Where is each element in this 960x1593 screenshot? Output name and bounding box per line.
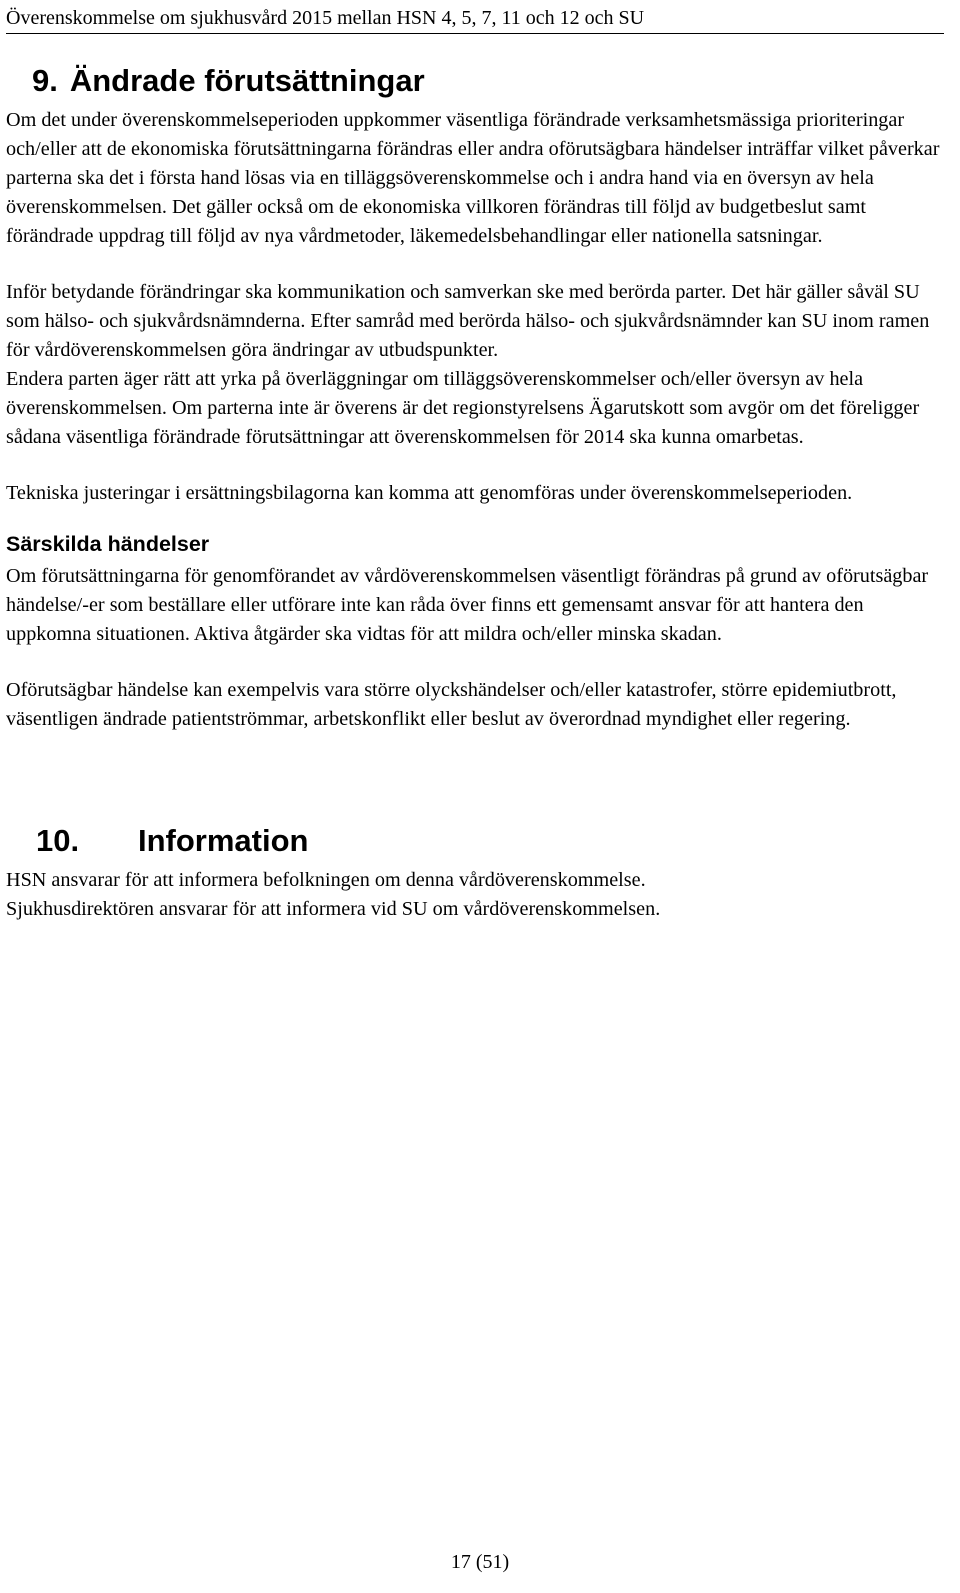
- section-9-paragraph-3: Endera parten äger rätt att yrka på överläggningar om tilläggsöverenskommelser och/eller översyn av hela överenskommelsen. Om parterna inte är överens är det regionstyrelsens Ägarutskott som avgör om det föreligger sådana väsentliga förändrade förutsättningar att överenskommelsen för 2014 ska kunna omarbetas.: [6, 368, 920, 448]
- section-10-heading: [36, 822, 952, 860]
- section-9-title: Ändrade förutsättningar: [69, 63, 425, 98]
- section-10-title: Information: [138, 823, 309, 858]
- special-events-paragraph-1: Om förutsättningarna för genomförandet av vårdöverenskommelsen väsentligt förändras på grund av oförutsägbar händelse/-er som beställare eller utförare inte kan råda över finns ett gemensamt ansvar för att hantera den uppkomna situationen. Aktiva åtgärder ska vidtas för att mildra och/eller minska skadan.: [6, 565, 929, 645]
- section-9-heading: [32, 62, 952, 100]
- section-9-paragraph-4: Tekniska justeringar i ersättningsbilagorna kan komma att genomföras under överenskommelseperioden.: [6, 482, 853, 504]
- special-events-paragraph-2: Oförutsägbar händelse kan exempelvis vara större olyckshändelser och/eller katastrofer, större epidemiutbrott, väsentligen ändrade patientströmmar, arbetskonflikt eller beslut av överordnad myndighet eller regering.: [6, 679, 897, 730]
- page-number: 17 (51): [450, 1551, 510, 1573]
- section-10-line-2: Sjukhusdirektören ansvarar för att informera vid SU om vårdöverenskommelsen.: [6, 898, 661, 920]
- section-9-paragraph-2: Inför betydande förändringar ska kommunikation och samverkan ske med berörda parter. Det här gäller såväl SU som hälso- och sjukvårdsnämnderna. Efter samråd med berörda hälso- och sjukvårdsnämnder kan SU inom ramen för vårdöverenskommelsen göra ändringar av utbudspunkter.: [6, 281, 930, 361]
- section-9-paragraph-1: Om det under överenskommelseperioden uppkommer väsentliga förändrade verksamhetsmässiga prioriteringar och/eller att de ekonomiska förutsättningarna förändras eller andra oförutsägbara händelser inträffar vilket påverkar parterna ska det i första hand lösas via en tilläggsöverenskommelse och i andra hand via en översyn av hela överenskommelsen. Det gäller också om de ekonomiska villkoren förändras till följd av budgetbeslut samt förändrade uppdrag till följd av nya vårdmetoder, läkemedelsbehandlingar eller nationella satsningar.: [6, 109, 940, 247]
- section-10-line-1: HSN ansvarar för att informera befolkningen om denna vårdöverenskommelse.: [6, 869, 646, 891]
- page-content: [6, 62, 952, 924]
- running-header: Överenskommelse om sjukhusvård 2015 mellan HSN 4, 5, 7, 11 och 12 och SU: [6, 7, 645, 29]
- section-9-number: 9.: [32, 63, 58, 98]
- header-divider: [6, 33, 944, 34]
- section-10-number: 10.: [36, 823, 80, 858]
- special-events-subheading: Särskilda händelser: [6, 532, 210, 556]
